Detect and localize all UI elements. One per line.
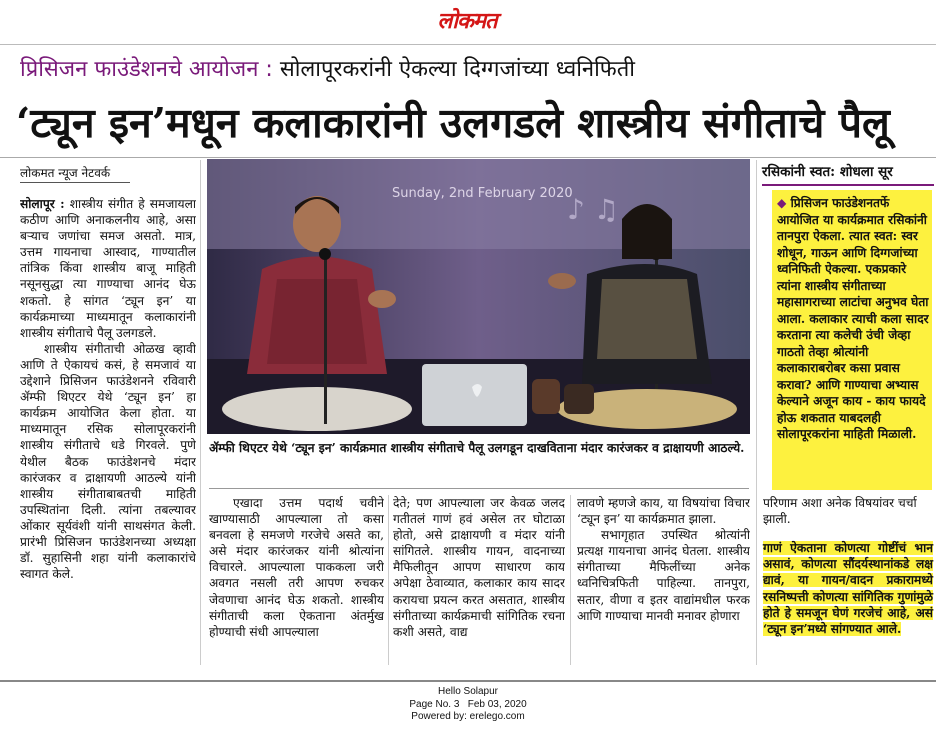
event-photo bbox=[207, 159, 750, 434]
sidebar-paragraph: प्रिसिजन फाउंडेशनतर्फे आयोजित या कार्यक्रमात रसिकांनी तानपुरा ऐकला. त्यात स्वत: स्वर शोधून, गाऊन आणि दिग्गजांच्या ध्वनिफिती ऐकल्या. एकप्रकारे त्यांना शास्त्रीय संगीताच्या महासागराच्या लाटांचा अनुभव घेता आला. कलाकार त्याची कला सादर करताना त्या कलेची उंची जेव्हा गाठतो तेव्हा श्रोत्यांनी कलाकाराबरोबर कसा प्रवास करावा? आणि गाण्याचा अभ्यास केल्याने अजून काय - काय फायदे होऊ शकतात याबदलही सोलापूरकरांना माहिती मिळाली. bbox=[777, 196, 929, 441]
diamond-bullet-icon: ◆ bbox=[777, 196, 787, 210]
footer-divider bbox=[0, 680, 936, 682]
article-column-2 bbox=[209, 495, 384, 665]
column-divider bbox=[200, 160, 201, 665]
article-column-4 bbox=[577, 495, 750, 665]
dateline-place: सोलापूर : bbox=[20, 197, 65, 211]
kicker bbox=[20, 53, 920, 87]
sidebar-text bbox=[777, 195, 932, 487]
headline-divider bbox=[0, 157, 936, 158]
highlighted-paragraph: गाणं ऐकताना कोणत्या गोष्टींचं भान असावं, कोणत्या सौंदर्यस्थानांकडे लक्ष द्यावं, या गायन/वादन प्रकारामध्ये रसनिष्पत्ती कोणत्या सांगितिक गुणांमुळे होते हे समजून घेणं गरजेचं आहे, असं ‘ट्यून इन’मध्ये सांगण्यात आले. bbox=[763, 541, 933, 637]
byline: लोकमत न्यूज नेटवर्क bbox=[20, 164, 130, 183]
page-footer bbox=[380, 686, 556, 724]
article-column-3 bbox=[393, 495, 565, 665]
svg-text:♪ ♫: ♪ ♫ bbox=[567, 193, 619, 226]
footer-page-date: Page No. 3 Feb 03, 2020 bbox=[409, 698, 527, 710]
paragraph: शास्त्रीय संगीताची ओळख व्हावी आणि ते ऐकायचं कसं, हे समजावं या उद्देशाने प्रिसिजन फाउंडेशनने रविवारी ॲम्फी थिएटर येथे ‘ट्यून इन’ हा कार्यक्रम आयोजित केला होता. या माध्यमातून रसिक सोलापूरकरांनी शास्त्रीय संगीताचे धडे गिरवले. पुणे येथील बैठक फाउंडेशनचे मंदार कारंजकर व द्राक्षायणी आठल्ये यांनी शास्त्रीय संगीताबाबतची माहिती उपस्थितांना दिली. त्यांना तबल्यावर ओंकार सूर्यवंशी यांनी साथसंगत केली. प्रारंभी प्रिसिजन फाउंडेशनच्या अध्यक्षा डॉ. सुहासिनी शहा यांनी कलाकारांचे स्वागत केले. bbox=[20, 341, 196, 582]
paragraph: एखादा उत्तम पदार्थ चवीने खाण्यासाठी आपल्याला तो कसा बनवला हे समजणे गरजेचे असते का, असे मंदार कारंजकर यांनी श्रोत्यांना विचारले. आपल्याला पाककला जरी अवगत नसली तरी आपण रुचकर जेवणाचा आनंद घेऊ शकतो. शास्त्रीय संगीताची कला ऐकताना अंतर्मुख होण्याची संधी आपल्याला bbox=[209, 496, 384, 639]
article-column-5-top: परिणाम अशा अनेक विषयांवर चर्चा झाली. bbox=[763, 496, 917, 527]
paragraph: देते; पण आपल्याला जर केवळ जलद गतीतलं गाणं हवं असेल तर घोटाळा होतो, असे द्राक्षायणी व मंदार यांनी सांगितले. शास्त्रीय गायन, वादनाच्या मैफिलीतून आपण साधारण काय अपेक्षा ठेवाव्यात, कलाकार काय सादर करायचा प्रयत्न करत असतात, शास्त्रीय संगीताच्या कार्यक्रमाची सांगितिक रचना कशी असते, वाद्य bbox=[393, 496, 565, 639]
sidebar-heading: रसिकांनी स्वत: शोधला सूर bbox=[762, 162, 934, 186]
masthead bbox=[0, 0, 936, 44]
paragraph: सभागृहात उपस्थित श्रोत्यांनी प्रत्यक्ष गायनाचा आनंद घेतला. शास्त्रीय संगीताच्या मैफिलींच्या अनेक ध्वनिचित्रफिती पाहिल्या. तानपुरा, सतार, वीणा व इतर वाद्यांमधील फरक आणि गाण्याचा मानवी मनावर होणारा bbox=[577, 528, 750, 623]
column-divider bbox=[756, 160, 757, 665]
article-column-1 bbox=[20, 196, 196, 666]
kicker-source: प्रिसिजन फाउंडेशनचे आयोजन : bbox=[20, 57, 273, 82]
footer-powered-by: Powered by: erelego.com bbox=[411, 711, 525, 722]
article-column-5-highlight bbox=[763, 540, 933, 660]
paragraph: शास्त्रीय संगीत हे समजायला कठीण आणि अनाकलनीय आहे, असा बऱ्याच जणांचा समज असतो. मात्र, उत्तम गायनाचा आस्वाद, गाण्यातील तांत्रिक किंवा शास्त्रीय बाजू माहिती नसूनसुद्धा त्या गाण्याचा आनंद घेऊ शकतो. हे सांगत ‘ट्यून इन’ या कार्यक्रमाच्या माध्यमातून कलाकारांनी शास्त्रीय संगीताचे पैलू उलगडले. bbox=[20, 197, 196, 340]
caption-divider bbox=[209, 488, 749, 489]
footer-edition: Hello Solapur bbox=[437, 686, 499, 697]
column-divider bbox=[570, 495, 571, 665]
photo-banner-text: Sunday, 2nd February 2020 bbox=[392, 186, 573, 201]
photo-illustration bbox=[207, 159, 750, 434]
column-divider bbox=[388, 495, 389, 665]
kicker-text: सोलापूरकरांनी ऐकल्या दिग्गजांच्या ध्वनिफिती bbox=[272, 57, 636, 82]
newspaper-logo: लोकमत bbox=[437, 8, 497, 34]
photo-caption: ॲम्फी थिएटर येथे ‘ट्यून इन’ कार्यक्रमात शास्त्रीय संगीताचे पैलू उलगडून दाखविताना मंदार कारंजकर व द्राक्षायणी आठल्ये. bbox=[209, 441, 745, 455]
paragraph: लावणे म्हणजे काय, या विषयांचा विचार ‘ट्यून इन’ या कार्यक्रमात झाला. bbox=[577, 496, 750, 527]
masthead-divider bbox=[0, 44, 936, 45]
headline: ‘ट्यून इन’मधून कलाकारांनी उलगडले शास्त्रीय संगीताचे पैलू bbox=[16, 99, 890, 147]
